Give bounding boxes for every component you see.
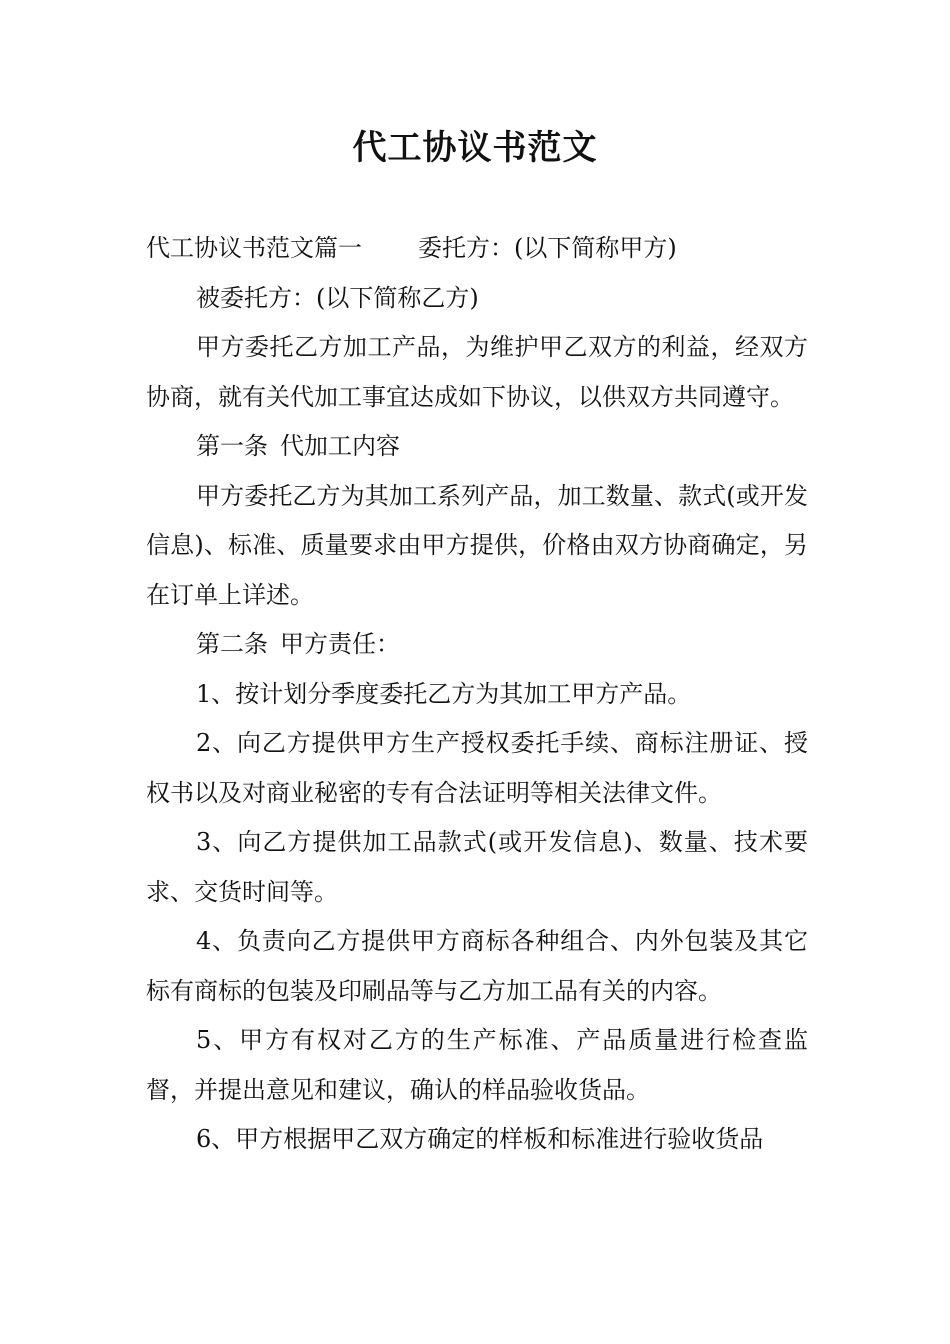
article-2-item-1: 1、按计划分季度委托乙方为其加工甲方产品。 [196, 679, 692, 708]
article-2-item-6: 6、甲方根据甲乙双方确定的样板和标准进行验收货品 [196, 1125, 764, 1153]
article-2-item-3: 3、向乙方提供加工品款式(或开发信息)、数量、技术要求、交货时间等。 [146, 828, 808, 906]
article-1-text: 甲方委托乙方为其加工系列产品，加工数量、款式(或开发信息)、标准、质量要求由甲方提供，价格由双方协商确定，另在订单上详述。 [146, 481, 808, 609]
document-title: 代工协议书范文 [352, 128, 598, 168]
section-label: 代工协议书范文篇一 [146, 234, 362, 262]
document-body [146, 224, 808, 1165]
article-2-number: 第二条 [196, 630, 268, 658]
contractor-label: 被委托方：(以下简称乙方) [196, 283, 479, 312]
article-2-heading [146, 620, 808, 670]
article-1-number: 第一条 [196, 432, 268, 460]
client-label: 委托方：(以下简称甲方) [418, 234, 677, 262]
article-1-heading [146, 422, 808, 472]
article-1-title: 代加工内容 [280, 432, 400, 460]
article-2-item-2: 2、向乙方提供甲方生产授权委托手续、商标注册证、授权书以及对商业秘密的专有合法证明等相关法律文件。 [146, 729, 808, 807]
article-2-item-5: 5、甲方有权对乙方的生产标准、产品质量进行检查监督，并提出意见和建议，确认的样品验收货品。 [146, 1026, 808, 1104]
intro-line [146, 224, 808, 274]
article-2-item-4: 4、负责向乙方提供甲方商标各种组合、内外包装及其它标有商标的包装及印刷品等与乙方加工品有关的内容。 [146, 927, 808, 1005]
preamble-paragraph: 甲方委托乙方加工产品，为维护甲乙双方的利益，经双方协商，就有关代加工事宜达成如下协议，以供双方共同遵守。 [146, 333, 808, 411]
article-2-title: 甲方责任： [280, 630, 400, 658]
